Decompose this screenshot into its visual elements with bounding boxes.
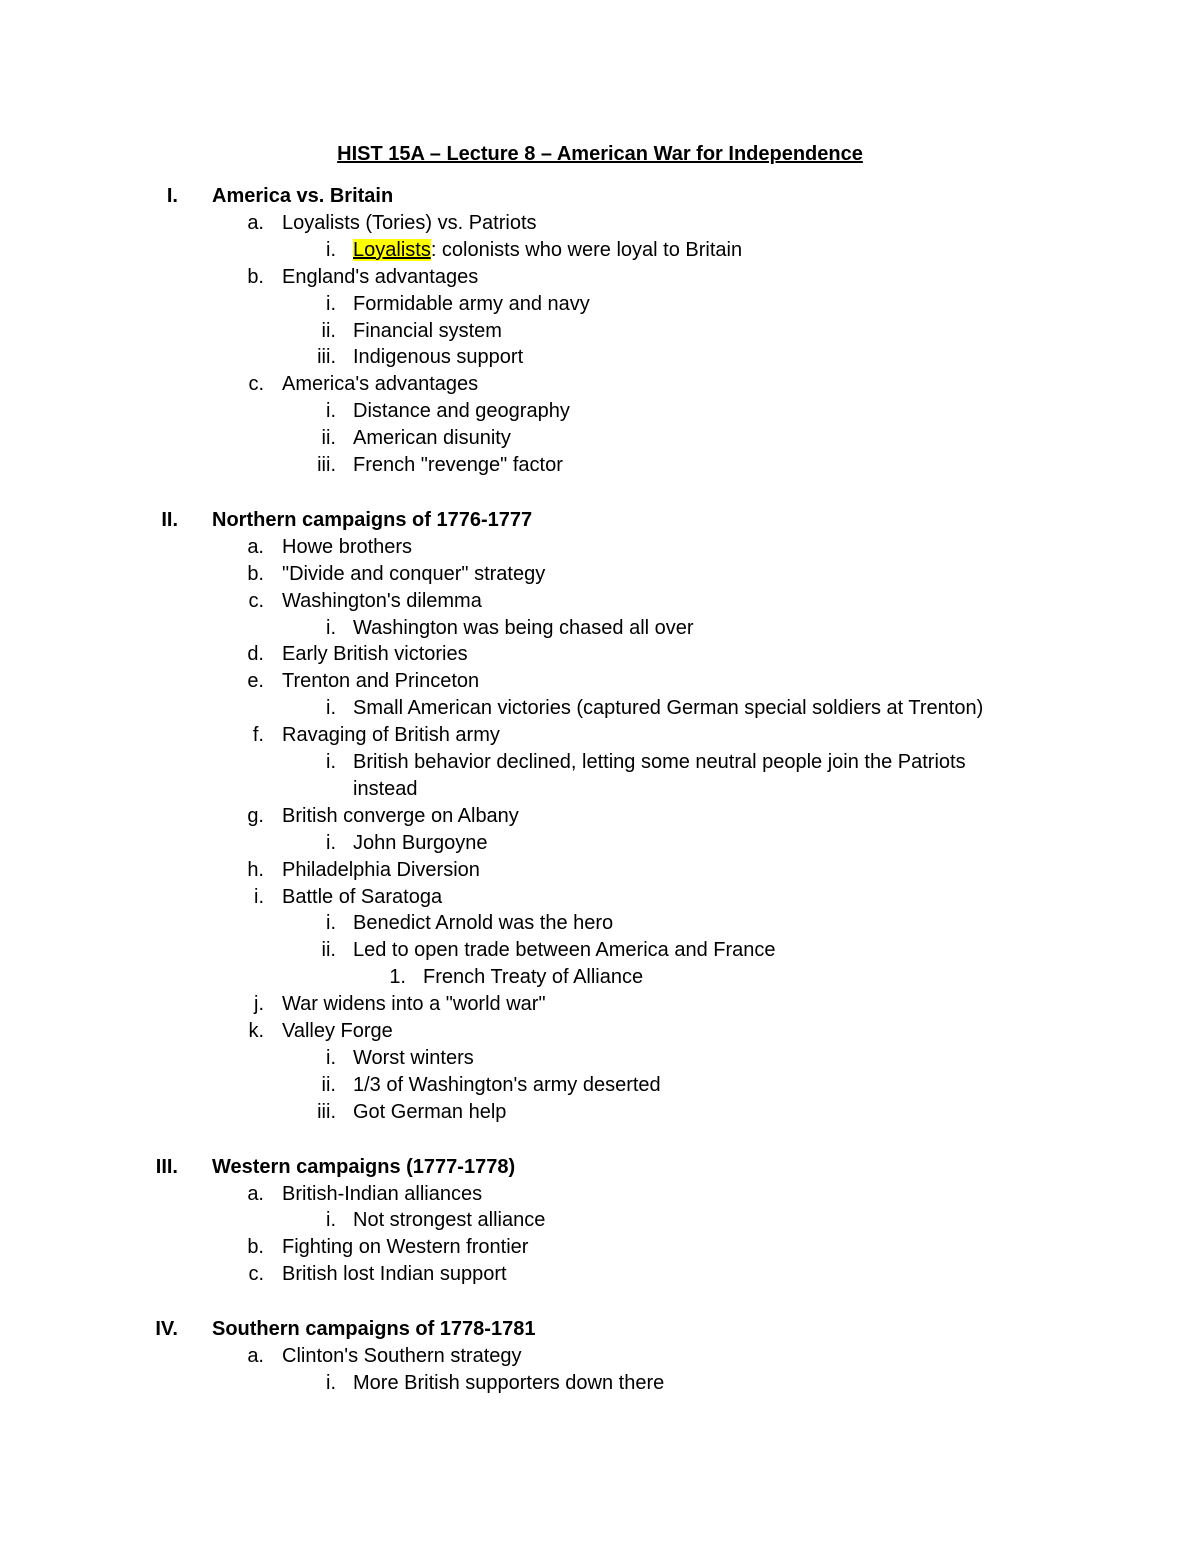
item-text: Small American victories (captured German special soldiers at Trenton) [353,697,984,720]
item-text: British behavior declined, letting some neutral people join the Patriots [353,751,966,773]
outline-item [0,1344,1200,1371]
list-marker: a. [247,1345,264,1367]
list-marker: ii. [321,427,336,450]
list-marker: iii. [317,346,336,369]
list-marker: g. [247,804,264,827]
list-marker: j. [254,993,264,1016]
item-text: Fighting on Western frontier [282,1236,529,1259]
page-title: HIST 15A – Lecture 8 – American War for Independence [337,143,863,165]
section-heading [0,184,1200,211]
list-marker: ii. [321,1073,336,1096]
outline-item [0,1073,1200,1100]
outline-item [0,1262,1200,1289]
outline-item [0,292,1200,319]
list-marker: i. [326,1371,336,1394]
list-marker: i. [326,912,336,935]
item-text: Benedict Arnold was the hero [353,912,614,935]
outline-item [0,535,1200,562]
outline-item [0,911,1200,938]
highlighted-term: Loyalists [353,238,431,261]
outline-item [0,858,1200,885]
list-marker: iii. [317,454,336,476]
item-text: Not strongest alliance [353,1209,546,1232]
item-text: American disunity [353,427,511,450]
outline-item [0,777,1200,804]
outline-item [0,319,1200,346]
list-marker: a. [247,211,264,234]
item-text: French "revenge" factor [353,454,563,476]
item-text: America's advantages [282,373,479,396]
list-marker: i. [326,1209,336,1232]
item-text: Loyalists (Tories) vs. Patriots [282,211,537,234]
section-heading [0,1155,1200,1182]
item-text: Trenton and Princeton [282,670,480,693]
outline-item [0,992,1200,1019]
list-marker: f. [252,724,264,747]
list-marker: II. [161,508,178,531]
item-text: Worst winters [353,1046,474,1069]
list-marker: i. [326,697,336,720]
outline-item [0,1046,1200,1073]
list-marker: a. [247,1182,264,1205]
item-text: Early British victories [282,643,468,666]
list-marker: d. [247,643,264,666]
item-text: Valley Forge [282,1020,393,1042]
outline-item [0,669,1200,696]
item-text: British lost Indian support [282,1263,507,1286]
outline-item [0,399,1200,426]
item-text: Indigenous support [353,346,524,369]
outline-item [0,642,1200,669]
item-text: Northern campaigns of 1776-1777 [212,508,533,531]
list-marker: e. [247,670,264,693]
item-text: 1/3 of Washington's army deserted [353,1073,661,1096]
list-marker: i. [326,292,336,315]
list-marker: c. [248,589,264,612]
outline-item [0,723,1200,750]
item-text: Ravaging of British army [282,724,500,747]
item-text: England's advantages [282,265,479,288]
item-text: Battle of Saratoga [282,885,443,908]
item-text: John Burgoyne [353,831,488,854]
list-marker: b. [247,1236,264,1259]
outline-item [0,750,1200,777]
outline-item [0,1019,1200,1046]
section-heading [0,1317,1200,1344]
outline-item [0,696,1200,723]
list-marker: IV. [155,1318,178,1341]
item-text: More British supporters down there [353,1371,665,1394]
list-marker: iii. [317,1100,336,1123]
outline-item [0,345,1200,372]
item-text: British converge on Albany [282,804,519,827]
item-text: Led to open trade between America and France [353,939,776,962]
item-text: War widens into a "world war" [282,993,546,1016]
item-text: Howe brothers [282,535,413,558]
outline-item [0,1208,1200,1235]
outline-item [0,1100,1200,1127]
list-marker: ii. [321,319,336,342]
list-marker: i. [326,751,336,773]
item-text: "Divide and conquer" strategy [282,562,546,585]
list-marker: c. [248,373,264,396]
list-marker: i. [326,831,336,854]
list-marker: i. [326,1046,336,1069]
outline-item [0,265,1200,292]
list-marker: I. [166,185,178,207]
outline-item [0,616,1200,643]
outline-item [0,938,1200,965]
section-heading [0,508,1200,535]
item-text: instead [353,777,418,800]
list-marker: i. [254,885,264,908]
item-text: America vs. Britain [212,185,394,207]
outline-item [0,211,1200,238]
item-text: Washington's dilemma [282,589,482,612]
list-marker: III. [155,1155,178,1178]
list-marker: h. [247,858,264,881]
list-marker: i. [326,400,336,423]
outline-item [0,1371,1200,1398]
outline-item [0,831,1200,858]
item-text: Distance and geography [353,400,570,423]
outline-item [0,238,1200,265]
outline-item [0,453,1200,480]
item-text: Western campaigns (1777-1778) [212,1155,516,1178]
item-text: Washington was being chased all over [353,616,694,639]
item-text: British-Indian alliances [282,1182,483,1205]
list-marker: 1. [389,966,406,989]
outline-item [0,885,1200,912]
outline-item [0,804,1200,831]
list-marker: k. [248,1020,264,1042]
item-text: Got German help [353,1100,507,1123]
outline-item [0,965,1200,992]
outline-item [0,372,1200,399]
outline-item [0,1235,1200,1262]
outline-item [0,1182,1200,1209]
item-text: Formidable army and navy [353,292,590,315]
list-marker: ii. [321,939,336,962]
item-text: Loyalists: colonists who were loyal to Britain [353,238,743,261]
list-marker: a. [247,535,264,558]
list-marker: c. [248,1263,264,1286]
outline-item [0,589,1200,616]
list-marker: b. [247,562,264,585]
item-text: Philadelphia Diversion [282,858,480,881]
list-marker: i. [326,238,336,261]
item-text: Southern campaigns of 1778-1781 [212,1318,536,1341]
outline-item [0,426,1200,453]
item-text: Financial system [353,319,502,342]
item-text: Clinton's Southern strategy [282,1345,522,1367]
outline-item [0,562,1200,589]
list-marker: i. [326,616,336,639]
item-text: French Treaty of Alliance [423,966,644,989]
list-marker: b. [247,265,264,288]
